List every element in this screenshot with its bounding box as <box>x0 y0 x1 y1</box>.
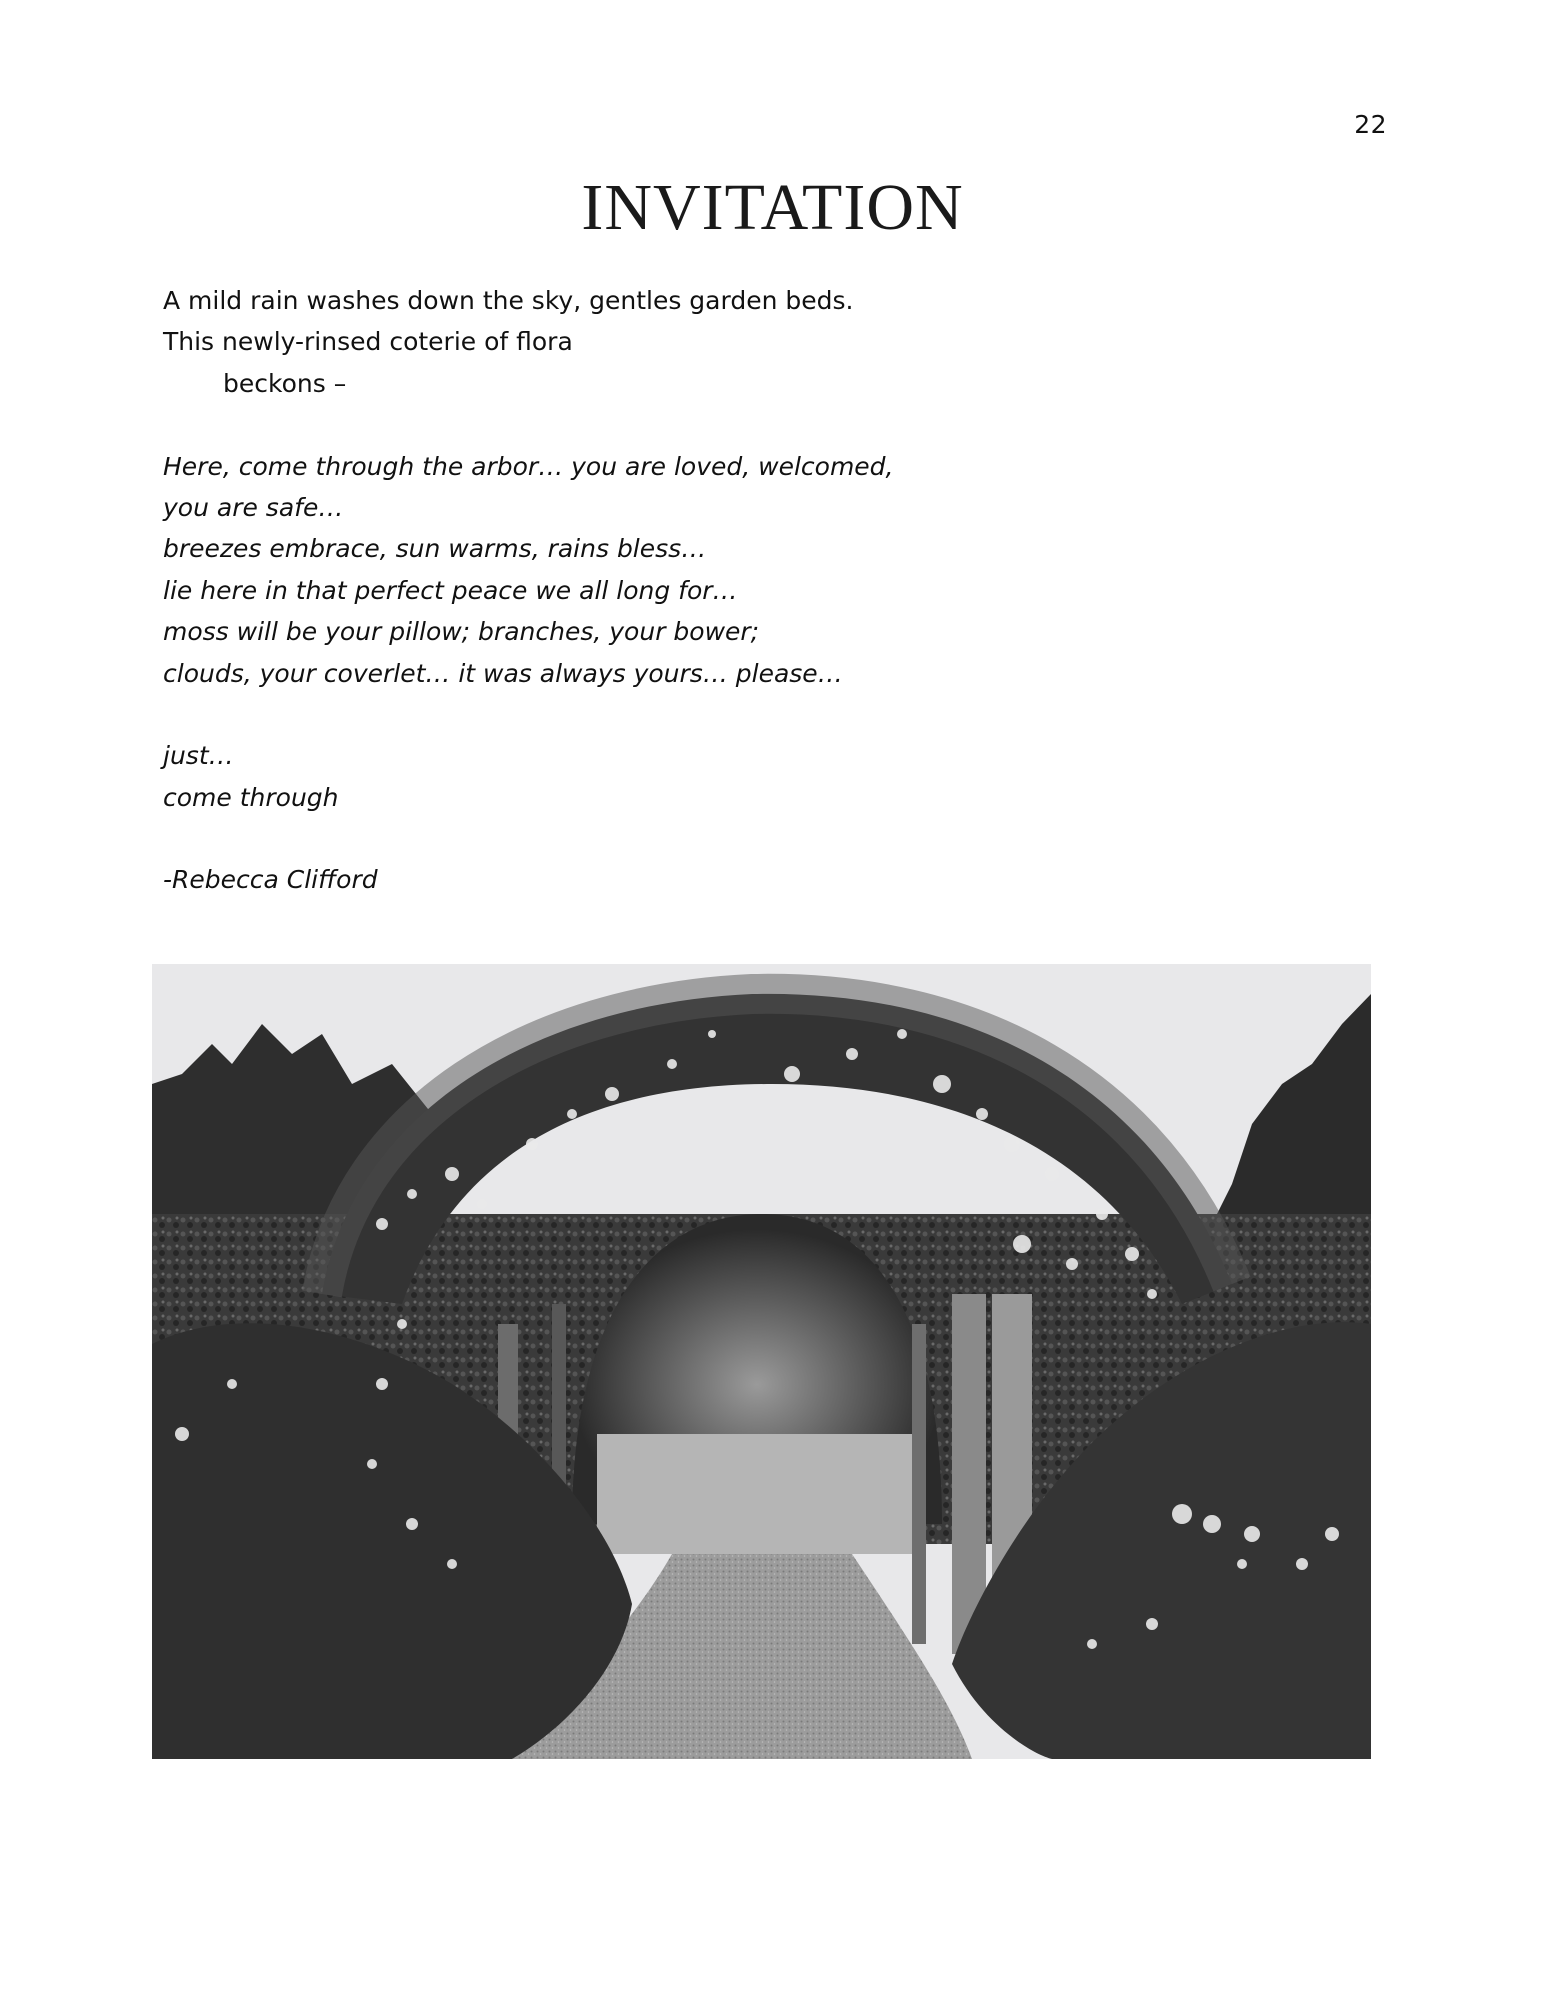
poem-line: This newly-rinsed coterie of flora <box>163 327 573 357</box>
poem-body <box>163 280 1363 901</box>
poem-line: A mild rain washes down the sky, gentles garden beds. <box>163 286 854 315</box>
poem-line: clouds, your coverlet… it was always yours… please… <box>163 658 843 688</box>
poem-line: breezes embrace, sun warms, rains bless… <box>163 534 707 564</box>
stanza-break <box>163 818 1363 859</box>
garden-arbor-photo <box>152 964 1371 1759</box>
poem-author: -Rebecca Clifford <box>163 865 378 895</box>
stanza-break <box>163 694 1363 735</box>
poem-line: you are safe… <box>163 492 344 522</box>
stanza-break <box>163 404 1363 445</box>
poem-title: INVITATION <box>581 171 964 244</box>
poem-line: beckons – <box>223 368 347 398</box>
poem-line: lie here in that perfect peace we all long for… <box>163 575 738 605</box>
poem-line: come through <box>163 782 339 812</box>
poem-line: moss will be your pillow; branches, your bower; <box>163 617 760 647</box>
page-number: 22 <box>1354 110 1387 139</box>
poem-line: just… <box>163 741 234 771</box>
poem-line: Here, come through the arbor… you are loved, welcomed, <box>163 451 894 481</box>
